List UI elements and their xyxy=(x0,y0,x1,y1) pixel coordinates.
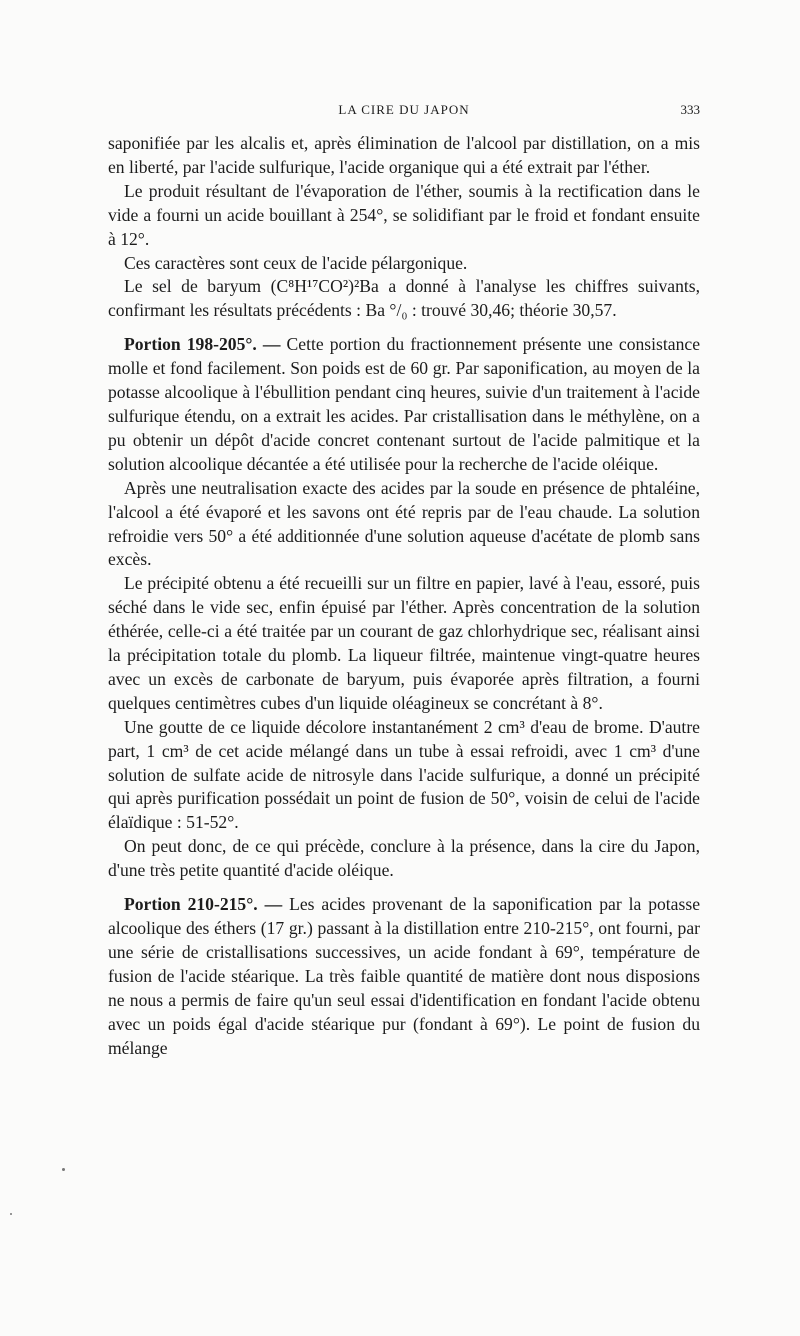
paragraph: Le précipité obtenu a été recueilli sur un filtre en papier, lavé à l'eau, essoré, puis séché dans le vide sec, enfin épuisé par l'éther. Après concentration de la solution éthérée, celle-ci a été traitée par un courant de gaz chlorhydrique sec, réalisant ainsi la précipitation totale du plomb. La liqueur filtrée, maintenue vingt-quatre heures avec un excès de carbonate de baryum, puis évaporée après filtration, a fourni quelques centimètres cubes d'un liquide oléagineux se concrétant à 8°. xyxy=(108,573,700,713)
section-paragraph xyxy=(108,333,700,476)
scan-speck xyxy=(62,1168,65,1171)
running-title: LA CIRE DU JAPON xyxy=(338,102,470,117)
paragraph: saponifiée par les alcalis et, après élimination de l'alcool par distillation, on a mis en liberté, par l'acide sulfurique, l'acide organique qui a été extrait par l'éther. xyxy=(108,133,700,177)
page-number: 333 xyxy=(680,102,700,117)
paragraph: Le produit résultant de l'évaporation de l'éther, soumis à la rectification dans le vide a fourni un acide bouillant à 254°, se solidifiant par le froid et fondant ensuite à 12°. xyxy=(108,180,700,249)
section-heading: Portion 210-215°. — xyxy=(124,894,283,915)
section-heading: Portion 198-205°. — xyxy=(124,334,281,355)
section-paragraph xyxy=(108,893,700,1060)
paragraph: Une goutte de ce liquide décolore instantanément 2 cm³ d'eau de brome. D'autre part, 1 cm³ de cet acide mélangé dans un tube à essai refroidi, avec 1 cm³ d'une solution de sulfate acide de nitrosyle dans l'acide sulfurique, a donné un précipité qui après purification possédait un point de fusion de 50°, voisin de celui de l'acide élaïdique : 51-52°. xyxy=(108,716,700,833)
paragraph: On peut donc, de ce qui précède, conclure à la présence, dans la cire du Japon, d'une très petite quantité d'acide oléique. xyxy=(108,836,700,881)
paragraph-text: Les acides provenant de la saponification par la potasse alcoolique des éthers (17 gr.) passant à la distillation entre 210-215°, ont fourni, par une série de cristallisations successives, un acide fondant à 69°, température de fusion de l'acide stéarique. La très faible quantité de matière dont nous disposions ne nous a permis de faire qu'un seul essai d'identification en fondant l'acide obtenu avec un poids égal d'acide stéarique pur (fondant à 69°). Le point de fusion du mélange xyxy=(108,894,700,1058)
paragraph: Ces caractères sont ceux de l'acide pélargonique. xyxy=(124,252,468,273)
paragraph: Après une neutralisation exacte des acides par la soude en présence de phtaléine, l'alcool a été évaporé et les savons ont été repris par de l'eau chaude. La solution refroidie vers 50° a été additionnée d'une solution aqueuse d'acétate de plomb sans excès. xyxy=(108,477,700,570)
body-text xyxy=(108,132,700,1060)
scan-speck xyxy=(10,1213,12,1215)
paragraph-text: Cette portion du fractionnement présente une consistance molle et fond facilement. Son poids est de 60 gr. Par saponification, au moyen de la potasse alcoolique à l'ébullition pendant cinq heures, suivie d'un traitement à l'acide sulfurique étendu, on a extrait les acides. Par cristallisation dans le méthylène, on a pu obtenir un dépôt d'acide concret contenant surtout de l'acide palmitique et la solution alcoolique décantée a été utilisée pour la recherche de l'acide oléique. xyxy=(108,334,700,474)
paragraph: Le sel de baryum (C⁸H¹⁷CO²)²Ba a donné à l'analyse les chiffres suivants, confirmant les résultats précédents : Ba °/₀ : trouvé 30,46; théorie 30,57. xyxy=(108,276,700,321)
running-header xyxy=(108,102,700,122)
